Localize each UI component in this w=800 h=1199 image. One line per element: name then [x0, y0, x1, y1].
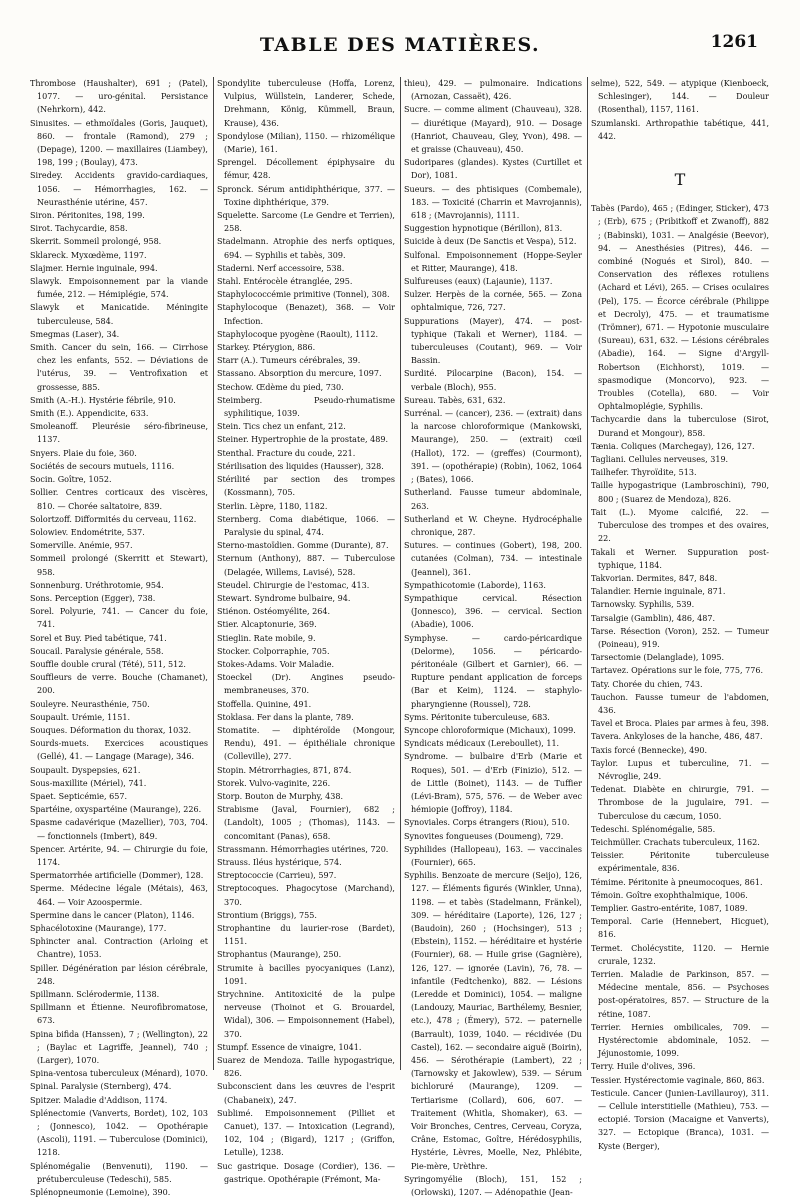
index-entry: Storek. Vulvo-vaginite, 226.: [217, 778, 331, 788]
index-entry: Sperme. Médecine légale (Métais), 463, 464. — Voir Azoospermie.: [30, 884, 208, 907]
index-entry: Sucre. — comme aliment (Chauveau), 328. — diurétique (Mayard), 910. — Dosage (Hanriot, Chauveau, Gley, Yvon), 498. — et graisse (Chauveau), 450.: [404, 105, 582, 155]
index-entry: Snyers. Plaie du foie, 360.: [30, 448, 137, 458]
index-entry: Tænia. Coliques (Marchegay), 126, 127.: [591, 441, 755, 451]
index-entry: Syndicats médicaux (Lereboullet), 11.: [404, 739, 560, 749]
index-entry: Storp. Bouton de Murphy, 438.: [217, 791, 344, 801]
index-entry: Spasme cadavérique (Mazellier), 703, 704. — fonctionnels (Imbert), 849.: [30, 818, 208, 841]
index-entry: Sureau. Tabès, 631, 632.: [404, 395, 506, 405]
index-entry: Suc gastrique. Dosage (Cordier), 136. — gastrique. Opothérapie (Frémont, Ma-: [217, 1161, 395, 1184]
index-entry: Stiénon. Ostéomyélite, 264.: [217, 607, 331, 617]
index-entry: Sterlin. Lèpre, 1180, 1182.: [217, 501, 328, 511]
index-entry: Szumlanski. Arthropathie tabétique, 441, 442.: [591, 118, 769, 141]
index-entry: Steimberg. Pseudo-rhumatisme syphilitique, 1039.: [217, 395, 395, 419]
index-entry: Talandier. Hernie inguinale, 871.: [591, 587, 726, 597]
index-entry: Sphacélotoxine (Maurange), 177.: [30, 924, 167, 933]
index-entry: Taylor. Lupus et tuberculine, 71. — Névroglie, 249.: [591, 758, 769, 781]
index-entry: Sollier. Centres corticaux des viscères, 810. — Chorée saltatoire, 839.: [30, 488, 208, 511]
index-entry: Steiner. Hypertrophie de la prostate, 489.: [217, 435, 389, 445]
index-entry: Solowiev. Endométrite, 537.: [30, 527, 145, 537]
index-entry: Tachycardie dans la tuberculose (Sirot, Durand et Mongour), 858.: [591, 415, 769, 438]
index-entry: Sous-maxillite (Mériel), 741.: [30, 778, 147, 788]
index-entry: Sociétés de secours mutuels, 1116.: [30, 461, 175, 471]
index-entry: Stewart. Syndrome bulbaire, 94.: [217, 593, 351, 603]
index-entry: Terrien. Maladie de Parkinson, 857. — Médecine mentale, 856. — Psychoses post-opératoires, 857. — Structure de la rétine, 1087.: [591, 970, 769, 1019]
index-entry: Tarse. Résection (Voron), 252. — Tumeur (Poineau), 919.: [591, 626, 769, 649]
index-entry: Sutherland. Fausse tumeur abdominale, 263.: [404, 488, 582, 511]
index-entry: Suppurations (Mayer), 474. — post-typhique (Takali et Werner), 1184. — tuberculeuses (Coutant), 969. — Voir Bassin.: [404, 316, 582, 366]
index-entry: Thrombose (Haushalter), 691 ; (Patel), 1077. — uro-génital. Persistance (Nehrkorn), 442.: [30, 79, 208, 115]
index-entry: Tedenat. Diabète en chirurgie, 791. — Thrombose de la jugulaire, 791. — Tuberculose du cæcum, 1050.: [591, 785, 769, 821]
index-entry: Staphylocoque pyogène (Raoult), 1112.: [217, 329, 379, 339]
index-entry: Templier. Gastro-entérite, 1087, 1089.: [591, 903, 748, 913]
index-entry: Tavel et Broca. Plaies par armes à feu, 398.: [591, 719, 769, 729]
index-entry: Siron. Péritonites, 198, 199.: [30, 211, 145, 221]
index-entry: Spiller. Dégénération par lésion cérébrale, 248.: [30, 963, 208, 986]
index-entry: Sons. Perception (Egger), 738.: [30, 593, 156, 603]
index-entry: Stadelmann. Atrophie des nerfs optiques, 694. — Syphilis et tabès, 309.: [217, 237, 395, 260]
index-entry: Sorel et Buy. Pied tabétique, 741.: [30, 633, 167, 643]
index-entry: Synovites fongueuses (Doumeng), 729.: [404, 831, 564, 841]
index-entry: Sternberg. Coma diabétique, 1066. — Paralysie du spinal, 474.: [217, 514, 395, 537]
index-entry: Tailhefer. Thyroïdite, 513.: [591, 468, 697, 478]
index-entry: Siredey. Accidents gravido-cardiaques, 1056. — Hémorrhagies, 162. — Neurasthénie utérine, 457.: [30, 171, 208, 207]
index-entry: Sulfonal. Empoisonnement (Hoppe-Seyler et Ritter, Maurange), 418.: [404, 250, 582, 273]
index-column-1: [30, 77, 208, 1198]
index-entry: Subconscient dans les œuvres de l'esprit (Chabaneix), 247.: [217, 1082, 395, 1105]
index-entry: Somerville. Anémie, 957.: [30, 541, 133, 551]
index-entry: Tedeschi. Splénomégalie, 585.: [591, 824, 716, 834]
index-entry: Strassmann. Hémorrhagies utérines, 720.: [217, 844, 389, 854]
index-entry: Spermatorrhée artificielle (Dommer), 128.: [30, 871, 204, 881]
index-entry: Terry. Huile d'olives, 396.: [591, 1062, 696, 1072]
index-entry: Stieglin. Rate mobile, 9.: [217, 633, 316, 643]
index-entry: Stein. Tics chez un enfant, 212.: [217, 422, 346, 432]
index-entry: Staphylococcémie primitive (Tonnel), 308.: [217, 290, 390, 300]
index-entry: Sirot. Tachycardie, 858.: [30, 224, 128, 234]
index-entry: Sorel. Polyurie, 741. — Cancer du foie, 741.: [30, 607, 208, 630]
index-entry: Spartéine, oxyspartéine (Maurange), 226.: [30, 805, 202, 815]
index-entry: Tait (L.). Myome calcifié, 22. — Tuberculose des trompes et des ovaires, 22.: [591, 507, 769, 544]
index-entry: Témime. Péritonite à pneumocoques, 861.: [591, 877, 763, 887]
index-entry: Spondylose (Milian), 1150. — rhizomélique (Marie), 161.: [217, 131, 395, 155]
index-entry: Sulfureuses (eaux) (Lajaunie), 1137.: [404, 277, 553, 287]
index-entry: Splénopneumonie (Lemoine), 390.: [30, 1188, 171, 1198]
index-entry: Spencer. Artérite, 94. — Chirurgie du foie, 1174.: [30, 844, 208, 867]
index-entry: Testicule. Cancer (Junien-Lavillauroy), 311. — Cellule interstitielle (Mathieu), 753. — ectopié. Torsion (Macaigne et Vanverts), 327. — Ectopique (Branca), 1031. — Kyste (Berger),: [591, 1088, 769, 1151]
index-entry: Spina bifida (Hanssen), 7 ; (Wellington), 22 ; (Baylac et Lagriffe, Jeannel), 740 ; (Larger), 1070.: [30, 1029, 208, 1066]
index-entry: Stérilité par section des trompes (Kossmann), 705.: [217, 475, 395, 498]
index-entry: Suarez de Mendoza. Taille hypogastrique, 826.: [217, 1056, 395, 1079]
index-entry: Taille hypogastrique (Lambroschini), 790, 800 ; (Suarez de Mendoza), 826.: [591, 481, 769, 504]
index-entry: Syncope chloroformique (Michaux), 1099.: [404, 725, 576, 735]
index-entry: Suicide à deux (De Sanctis et Vespa), 512.: [404, 237, 577, 247]
index-entry: Smith. Cancer du sein, 166. — Cirrhose chez les enfants, 552. — Déviations de l'utérus, 39. — Ventrofixation et grossesse, 885.: [30, 343, 208, 392]
index-entry: Suggestion hypnotique (Bérillon), 813.: [404, 224, 563, 234]
index-entry: Sinusites. — ethmoïdales (Goris, Jauquet), 860. — frontale (Ramond), 279 ; (Depage), 1200. — maxillaires (Liambey), 198, 199 ; (Boulay), 473.: [30, 118, 208, 168]
index-entry: Taxis forcé (Bennecke), 490.: [591, 745, 708, 755]
index-entry: Sprengel. Décollement épiphysaire du fémur, 428.: [217, 158, 395, 181]
index-entry: Socin. Goître, 1052.: [30, 475, 112, 485]
index-entry: Strabisme (Javal, Fournier), 682 ; (Landolt), 1005 ; (Thomas), 1143. — concomitant (Panas), 658.: [217, 805, 395, 841]
index-entry: Stopin. Métrorrhagies, 871, 874.: [217, 765, 352, 775]
index-entry: Steudel. Chirurgie de l'estomac, 413.: [217, 580, 370, 590]
index-entry: Stomatite. — diphtéroïde (Mongour, Rendu), 491. — épithéliale chronique (Colleville), 277.: [217, 725, 395, 762]
index-entry: Solortzoff. Difformités du cerveau, 1162.: [30, 514, 197, 524]
index-entry: Stassano. Absorption du mercure, 1097.: [217, 369, 382, 379]
index-entry: Spaet. Septicémie, 657.: [30, 791, 128, 801]
index-entry: Sudoripares (glandes). Kystes (Curtillet et Dor), 1081.: [404, 158, 582, 181]
index-entry: Spitzer. Maladie d'Addison, 1174.: [30, 1095, 168, 1105]
index-entry: Staderni. Nerf accessoire, 538.: [217, 263, 345, 273]
index-entry: Sommeil prolongé (Skerritt et Stewart), 958.: [30, 554, 208, 577]
index-entry: Témoin. Goître exophthalmique, 1006.: [591, 890, 748, 900]
index-entry: Stenthal. Fracture du coude, 221.: [217, 448, 356, 458]
index-entry: Spillmann et Étienne. Neurofibromatose, 673.: [30, 1003, 208, 1026]
index-entry: Sublimé. Empoisonnement (Pilliet et Canuet), 137. — Intoxication (Legrand), 102, 104 ; (Bigard), 1217 ; (Griffon, Letulle), 1238.: [217, 1108, 395, 1158]
index-entry: Spinal. Paralysie (Sternberg), 474.: [30, 1082, 172, 1092]
section-letter-heading: T: [674, 170, 686, 190]
index-entry: Slawyk et Manicatide. Méningite tuberculeuse, 584.: [30, 303, 208, 326]
index-entry: Strophantus (Maurange), 250.: [217, 950, 342, 960]
index-entry: Stechow. Œdème du pied, 730.: [217, 382, 344, 392]
index-entry: Stoklasa. Fer dans la plante, 789.: [217, 712, 354, 722]
index-entry: Stokes-Adams. Voir Maladie.: [217, 659, 335, 669]
index-entry: Stahl. Entérocèle étranglée, 295.: [217, 277, 353, 287]
index-entry: Teissier. Péritonite tuberculeuse expérimentale, 836.: [591, 851, 769, 874]
index-entry: Smoleanoff. Pleurésie séro-fibrineuse, 1137.: [30, 422, 208, 445]
index-entry: Synoviales. Corps étrangers (Riou), 510.: [404, 818, 570, 828]
index-column-4: [591, 77, 769, 1151]
index-entry: Strauss. Iléus hystérique, 574.: [217, 857, 342, 867]
index-entry: Tagliani. Cellules nerveuses, 319.: [591, 455, 729, 465]
index-entry: thieu), 429. — pulmonaire. Indications (Arnozan, Cassaët), 426.: [404, 79, 582, 102]
index-entry: Stier. Alcaptonurie, 369.: [217, 620, 317, 630]
index-entry: Soucail. Paralysie générale, 558.: [30, 646, 164, 656]
index-entry: Tartavez. Opérations sur le foie, 775, 776.: [591, 666, 764, 676]
column-divider: [213, 77, 214, 1070]
index-entry: Sutherland et W. Cheyne. Hydrocéphalie chronique, 287.: [404, 514, 582, 537]
index-columns: [30, 77, 770, 1198]
index-column-3: [404, 77, 582, 1198]
index-entry: Smith (A.-H.). Hystérie fébrile, 910.: [30, 395, 176, 405]
index-entry: Sourds-muets. Exercices acoustiques (Gellé), 41. — Langage (Marage), 346.: [30, 739, 208, 762]
index-entry: Tabès (Pardo), 465 ; (Edinger, Sticker), 473 ; (Erb), 675 ; (Pribitkoff et Zwanoff), 882 ; (Babinski), 1031. — Analgésie (Beevor), 94. — Anesthésies (Pitres), 446. — combiné (Nogués et Sirol), 840. — Conservation des réflexes rotuliens (Achard et Lévi), 265. — Crises oculaires (Pel), 175. — Écorce cérébrale (Philippe et Decroly), 475. — et traumatisme (Trömner), 671. — Hypotonie musculaire (Sureau), 631, 632. — Lésions cérébrales (Abadie), 164. — Signe d'Argyll-Robertson (Eichhorst), 1019. — spasmodique (Moncorvo), 923. — Troubles (Cotella), 680. — Voir Ophtalmoplégie, Syphilis.: [591, 204, 769, 412]
index-entry: Sueurs. — des phtisiques (Combemale), 183. — Toxicité (Charrin et Mavrojannis), 618 ; (Mavrojannis), 1111.: [404, 184, 582, 221]
index-entry: Smegmas (Laser), 34.: [30, 329, 120, 339]
index-entry: Terrier. Hernies ombilicales, 709. — Hystérectomie abdominale, 1052. — Jéjunostomie, 1099.: [591, 1022, 769, 1059]
index-entry: Soupault. Urémie, 1151.: [30, 712, 131, 722]
index-entry: Sulzer. Herpès de la cornée, 565. — Zona ophtalmique, 726, 727.: [404, 290, 582, 313]
index-entry: Strychnine. Antitoxicité de la pulpe nerveuse (Thoinot et G. Brouardel, Widal), 306. — Empoisonnement (Habel), 370.: [217, 990, 395, 1039]
index-entry: Syphilides (Hallopeau), 163. — vaccinales (Fournier), 665.: [404, 844, 582, 867]
index-entry: Spillmann. Sclérodermie, 1138.: [30, 990, 160, 1000]
index-entry: Spina-ventosa tuberculeux (Ménard), 1070.: [30, 1069, 208, 1079]
index-entry: Soupault. Dyspepsies, 621.: [30, 765, 141, 775]
index-entry: Tavera. Ankyloses de la hanche, 486, 487.: [591, 732, 763, 742]
index-entry: Sympathique cervical. Résection (Jonnesco), 396. — cervical. Section (Abadie), 1006.: [404, 593, 582, 630]
index-entry: Spronck. Sérum antidiphthérique, 377. — Toxine diphthérique, 379.: [217, 184, 395, 207]
index-entry: Tessier. Hystérectomie vaginale, 860, 863.: [591, 1075, 765, 1085]
index-entry: Stérilisation des liquides (Hausser), 328.: [217, 461, 384, 471]
index-entry: Staphylocoque (Benazet), 368. — Voir Infection.: [217, 303, 395, 326]
index-entry: Strophantine du laurier-rose (Bardet), 1151.: [217, 924, 395, 947]
index-entry: Strumite à bacilles pyocyaniques (Lanz), 1091.: [217, 963, 395, 986]
index-entry: Symphyse. — cardo-péricardique (Delorme), 1056. — péricardo-péritonéale (Gilbert et Garnier), 66. — Rupture pendant application de forceps (Bar et Keim), 1124. — staphylo-pharyngienne (Roussel), 728.: [404, 633, 582, 709]
index-entry: Sutures. — continues (Gobert), 198, 200. cutanées (Colman), 734. — intestinale (Jeannel), 361.: [404, 541, 582, 577]
index-entry: Strontium (Briggs), 755.: [217, 910, 317, 920]
index-entry: Taty. Chorée du chien, 743.: [591, 679, 703, 689]
index-entry: Surrénal. — (cancer), 236. — (extrait) dans la narcose chloroformique (Mankowski, Maurange), 250. — (extrait) cœil (Hallot), 172. — (greffes) (Courmont), 391. — (opothérapie) (Robin), 1062, 1064 ; (Bates), 1066.: [404, 409, 582, 485]
index-entry: Tarsalgie (Gamblin), 486, 487.: [591, 613, 716, 623]
index-entry: Stocker. Colporraphie, 705.: [217, 646, 330, 656]
index-entry: Sternum (Anthony), 887. — Tuberculose (Delagée, Willems, Lavisé), 528.: [217, 554, 395, 577]
index-entry: Spermine dans le cancer (Platon), 1146.: [30, 910, 195, 920]
index-entry: Tarsectomie (Delanglade), 1095.: [591, 653, 725, 663]
index-entry: Starkey. Ptérygion, 886.: [217, 343, 316, 353]
index-entry: Syndrome. — bulbaire d'Erb (Marie et Roques), 501. — d'Erb (Finizio), 512. — de Little (Boinet), 1143. — de Tuffier (Lévi-Bram), 575, 576. — de Weber avec hémiopie (Joffroy), 1184.: [404, 752, 582, 815]
index-entry: Syringomyélie (Bloch), 151, 152 ; (Orlowski), 1207. — Adénopathie (Jean-: [404, 1174, 582, 1198]
column-divider: [400, 77, 401, 1070]
index-entry: Souques. Déformation du thorax, 1032.: [30, 725, 192, 735]
index-entry: Slawyk. Empoisonnement par la viande fumée, 212. — Hémiplégie, 574.: [30, 277, 208, 300]
index-entry: Sonnenburg. Uréthrotomie, 954.: [30, 580, 164, 590]
index-entry: Syms. Péritonite tuberculeuse, 683.: [404, 712, 550, 722]
column-divider: [587, 77, 588, 1070]
index-entry: Streptocoques. Phagocytose (Marchand), 370.: [217, 884, 395, 907]
index-entry: Tarnowsky. Syphilis, 539.: [591, 600, 695, 610]
index-entry: Skerrit. Sommeil prolongé, 958.: [30, 237, 162, 247]
index-entry: Souleyre. Neurasthénie, 750.: [30, 699, 150, 709]
index-entry: Splénomégalie (Benvenuti), 1190. — prétuberculeuse (Tedeschi), 585.: [30, 1161, 208, 1184]
page-number: 1261: [710, 32, 758, 52]
index-entry: Surdité. Pilocarpine (Bacon), 154. — verbale (Bloch), 955.: [404, 369, 582, 392]
index-entry: Takvorian. Dermites, 847, 848.: [591, 573, 718, 583]
index-entry: Slajmer. Hernie inguinale, 994.: [30, 263, 158, 273]
index-entry: Souffleurs de verre. Bouche (Chamanet), 200.: [30, 673, 208, 696]
index-entry: Splénectomie (Vanverts, Bordet), 102, 103 ; (Jonnesco), 1042. — Opothérapie (Ascoli), 1191. — Tuberculose (Dominici), 1218.: [30, 1108, 208, 1158]
index-entry: Takali et Werner. Suppuration post-typhique, 1184.: [591, 547, 769, 570]
page-header: [0, 30, 800, 62]
index-entry: selme), 522, 549. — atypique (Kienboeck, Schlesinger), 144. — Douleur (Rosenthal), 1157, 1161.: [591, 79, 769, 115]
index-entry: Stoeckel (Dr). Angines pseudo-membraneuses, 370.: [217, 673, 395, 696]
index-entry: Souffle double crural (Tété), 511, 512.: [30, 659, 186, 669]
index-entry: Sphincter anal. Contraction (Arloing et Chantre), 1053.: [30, 937, 208, 960]
index-entry: Termet. Cholécystite, 1120. — Hernie crurale, 1232.: [591, 943, 769, 966]
index-entry: Streptococcie (Carrieu), 597.: [217, 871, 337, 881]
index-entry: Sterno-mastoïdien. Gomme (Durante), 87.: [217, 541, 389, 551]
index-entry: Sklareck. Myxœdème, 1197.: [30, 250, 147, 260]
index-entry: Smith (E.). Appendicite, 633.: [30, 409, 149, 419]
page-title: TABLE DES MATIÈRES.: [259, 34, 541, 56]
index-entry: Stoffella. Quinine, 491.: [217, 699, 312, 709]
index-entry: Teichmüller. Crachats tuberculeux, 1162.: [591, 837, 760, 847]
index-entry: Tauchon. Fausse tumeur de l'abdomen, 436.: [591, 692, 769, 715]
index-entry: Syphilis. Benzoate de mercure (Seijo), 126, 127. — Éléments figurés (Winkler, Unna), 1198. — et tabès (Stadelmann, Fränkel), 309. — héréditaire (Laporte), 126, 127 ; (Baudoin), 260 ; (Hochsinger), 513 ; (Ebstein), 1152. — héréditaire et hystérie (Fournier), 68. — Huile grise (Gagnière), 126, 127. — ignorée (Lavin), 76, 78. — infantile (Fedtchenko), 882. — Lésions (Leredde et Dominici), 1054. — maligne (Landouzy, Mauriac, Barthélemy, Besnier, etc.), 478 ; (Émery), 572. — paternelle (Barrault), 1039, 1040. — récidivée (Du Castel), 162. — secondaire aiguë (Boirin), 456. — Sérothérapie (Lambert), 22 ; (Tarnowsky et Jakowlew), 539. — Sérum bichloruré (Maurange), 1209. — Tertiarisme (Collard), 606, 607. — Traitement (Whitla, Shomaker), 63. — Voir Bronches, Centres, Cerveau, Coryza, Crâne, Estomac, Goître, Hérédosyphilis, Hystérie, Lèvres, Moelle, Nez, Phlébite, Pie-mère, Urèthre.: [404, 871, 582, 1171]
index-column-2: [217, 77, 395, 1184]
index-entry: Stumpf. Essence de vinaigre, 1041.: [217, 1042, 362, 1052]
index-entry: Sympathicotomie (Laborde), 1163.: [404, 580, 546, 590]
index-entry: Starr (A.). Tumeurs cérébrales, 39.: [217, 356, 361, 366]
index-entry: Squelette. Sarcome (Le Gendre et Terrien), 258.: [217, 211, 395, 234]
index-entry: Temporal. Carie (Hennebert, Hicguet), 816.: [591, 917, 769, 940]
index-entry: Spondylite tuberculeuse (Hoffa, Lorenz, Vulpius, Wüllstein, Landerer, Schede, Drehmann, König, Kümmell, Braun, Krause), 436.: [217, 79, 395, 128]
